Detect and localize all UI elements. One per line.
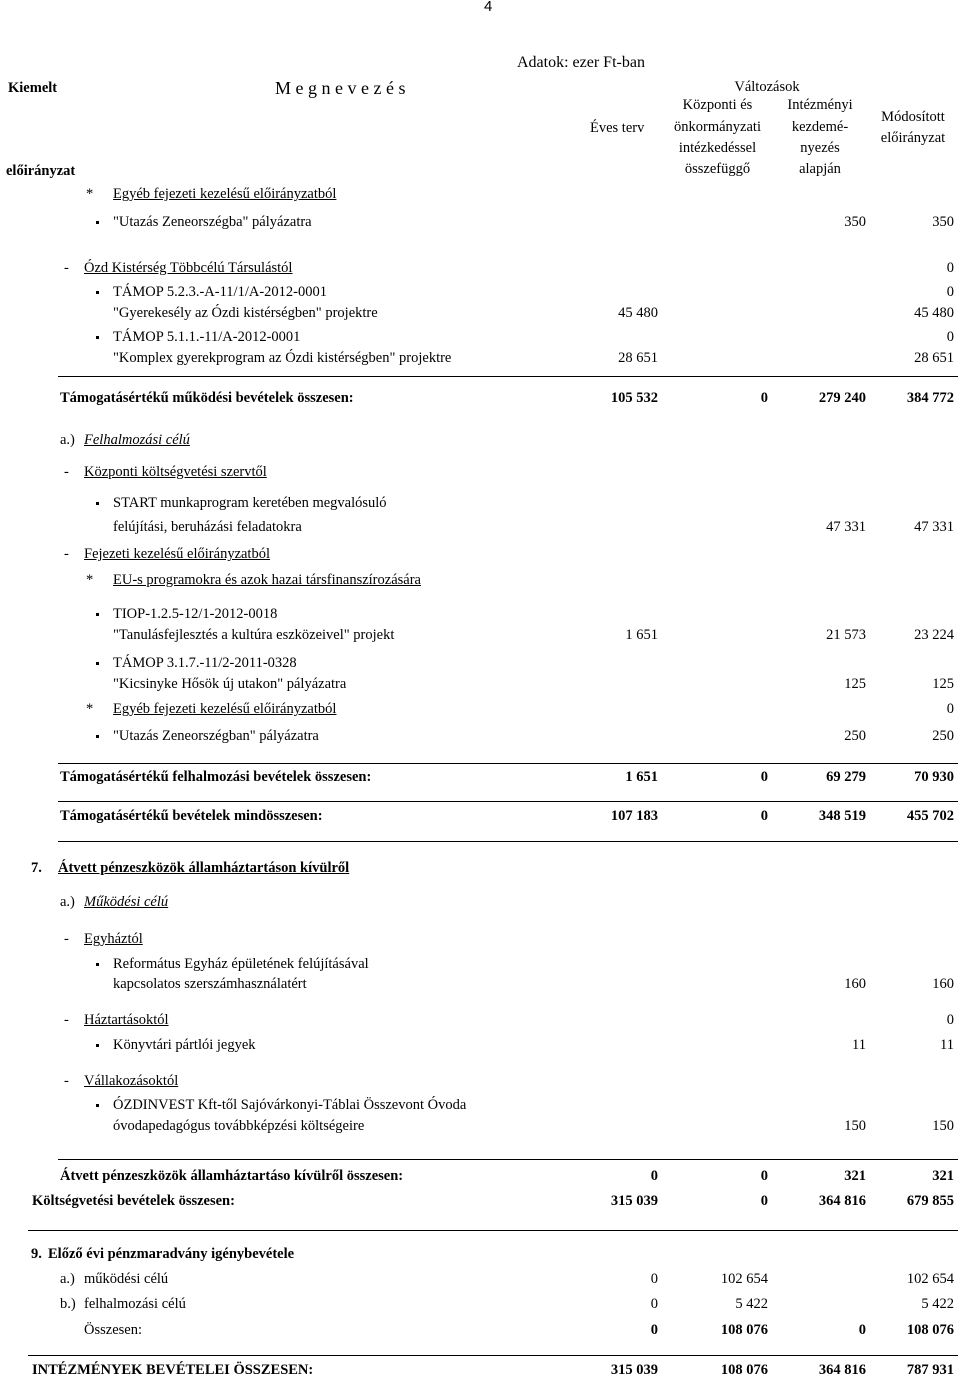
- cell-intezmenyi: 69 279: [826, 769, 866, 785]
- subsection-prefix: a.): [60, 1271, 75, 1287]
- cell-modositott: 47 331: [914, 519, 954, 535]
- cell-intezmenyi: 150: [844, 1118, 866, 1134]
- row-label: TÁMOP 5.1.1.-11/A-2012-0001: [113, 329, 301, 345]
- section-title: Átvett pénzeszközök államháztartáson kívülről: [58, 860, 350, 876]
- col-kozponti-3: intézkedéssel: [678, 140, 757, 156]
- separator-line: [28, 1355, 958, 1356]
- col-kozponti-1: Központi és: [682, 97, 753, 113]
- row-label: "Gyerekesély az Ózdi kistérségben" projektre: [113, 305, 378, 321]
- cell-eves-terv: 1 651: [625, 627, 658, 643]
- cell-modositott: 384 772: [906, 390, 954, 406]
- row-label: "Komplex gyerekprogram az Ózdi kistérségben" projektre: [113, 350, 452, 366]
- cell-intezmenyi: 11: [852, 1037, 866, 1053]
- row-bullet: -: [64, 260, 69, 276]
- section-title: Előző évi pénzmaradvány igénybevétele: [48, 1246, 295, 1262]
- cell-modositott: 23 224: [914, 627, 954, 643]
- row-label: "Utazás Zeneorszégba" pályázatra: [113, 214, 312, 230]
- row-label: Vállakozásoktól: [84, 1073, 179, 1089]
- cell-modositott: 11: [940, 1037, 954, 1053]
- cell-intezmenyi: 47 331: [826, 519, 866, 535]
- square-bullet-icon: [96, 728, 99, 745]
- row-bullet: *: [86, 186, 94, 202]
- subsection-prefix: a.): [60, 432, 75, 448]
- separator-line: [58, 1159, 958, 1160]
- row-label: Ózd Kistérség Többcélú Társulástól: [84, 260, 293, 276]
- row-label: Egyéb fejezeti kezelésű előirányzatból: [113, 701, 337, 717]
- total-label: Költségvetési bevételek összesen:: [32, 1193, 235, 1209]
- cell-modositott: 455 702: [906, 808, 954, 824]
- cell-kozponti: 0: [760, 390, 768, 406]
- section-number: 9.: [31, 1246, 42, 1262]
- square-bullet-icon: [96, 1097, 99, 1114]
- cell-modositott: 250: [932, 728, 954, 744]
- cell-modositott: 108 076: [906, 1322, 954, 1338]
- cell-modositott: 679 855: [906, 1193, 954, 1209]
- row-label: Egyháztól: [84, 931, 143, 947]
- col-intezmenyi-3: nyezés: [800, 140, 840, 156]
- subsection-title: Felhalmozási célú: [84, 432, 190, 448]
- row-label: Háztartásoktól: [84, 1012, 169, 1028]
- cell-intezmenyi: 125: [844, 676, 866, 692]
- col-intezmenyi-4: alapján: [799, 161, 841, 177]
- row-bullet: *: [86, 701, 94, 717]
- cell-kozponti: 102 654: [720, 1271, 768, 1287]
- col-modositott-2: előirányzat: [880, 130, 946, 146]
- square-bullet-icon: [96, 1037, 99, 1054]
- row-label: "Utazás Zeneorszégban" pályázatra: [113, 728, 319, 744]
- square-bullet-icon: [96, 284, 99, 301]
- cell-eves-terv: 0: [650, 1322, 658, 1338]
- cell-intezmenyi: 160: [844, 976, 866, 992]
- section-number: 7.: [31, 860, 42, 876]
- page-number: 4: [484, 0, 493, 15]
- grand-total-label: INTÉZMÉNYEK BEVÉTELEI ÖSSZESEN:: [32, 1362, 314, 1378]
- cell-intezmenyi: 250: [844, 728, 866, 744]
- unit-note: Adatok: ezer Ft-ban: [517, 54, 645, 71]
- col-intezmenyi-1: Intézményi: [787, 97, 853, 113]
- col-intezmenyi-2: kezdemé-: [791, 119, 849, 135]
- cell-modositott: 102 654: [906, 1271, 954, 1287]
- row-label: "Kicsinyke Hősök új utakon" pályázatra: [113, 676, 347, 692]
- total-label: Támogatásértékű bevételek mindösszesen:: [60, 808, 323, 824]
- cell-intezmenyi: 21 573: [826, 627, 866, 643]
- separator-line: [58, 376, 958, 377]
- subsection-prefix: b.): [60, 1296, 76, 1312]
- cell-intezmenyi: 321: [844, 1168, 866, 1184]
- cell-modositott: 5 422: [921, 1296, 954, 1312]
- row-label: TIOP-1.2.5-12/1-2012-0018: [113, 606, 278, 622]
- cell-kozponti: 108 076: [720, 1362, 768, 1378]
- square-bullet-icon: [96, 956, 99, 973]
- cell-modositott: 45 480: [914, 305, 954, 321]
- cell-eves-terv: 1 651: [625, 769, 658, 785]
- row-label: ÓZDINVEST Kft-től Sajóvárkonyi-Táblai Összevont Óvoda: [113, 1097, 467, 1113]
- row-label: TÁMOP 3.1.7.-11/2-2011-0328: [113, 655, 297, 671]
- row-label: kapcsolatos szerszámhasználatért: [113, 976, 307, 992]
- cell-modositott: 0: [946, 329, 954, 345]
- cell-modositott: 0: [946, 1012, 954, 1028]
- cell-modositott: 350: [932, 214, 954, 230]
- cell-modositott: 150: [932, 1118, 954, 1134]
- cell-intezmenyi: 364 816: [818, 1193, 866, 1209]
- total-label: Támogatásértékű működési bevételek összesen:: [60, 390, 354, 406]
- row-bullet: -: [64, 931, 69, 947]
- cell-modositott: 0: [946, 260, 954, 276]
- row-bullet: *: [86, 572, 94, 588]
- cell-eves-terv: 45 480: [618, 305, 658, 321]
- cell-eves-terv: 28 651: [618, 350, 658, 366]
- cell-modositott: 28 651: [914, 350, 954, 366]
- col-valtozasok: Változások: [734, 79, 800, 95]
- col-eloiranyzat: előirányzat: [6, 163, 76, 179]
- row-label: felhalmozási célú: [84, 1296, 186, 1312]
- cell-intezmenyi: 364 816: [818, 1362, 866, 1378]
- row-label: Könyvtári pártlói jegyek: [113, 1037, 256, 1053]
- cell-eves-terv: 315 039: [610, 1362, 658, 1378]
- cell-eves-terv: 0: [650, 1271, 658, 1287]
- row-label: EU-s programokra és azok hazai társfinanszírozására: [113, 572, 421, 588]
- square-bullet-icon: [96, 655, 99, 672]
- row-label: Fejezeti kezelésű előirányzatból: [84, 546, 270, 562]
- cell-kozponti: 5 422: [735, 1296, 768, 1312]
- cell-intezmenyi: 348 519: [818, 808, 866, 824]
- cell-kozponti: 108 076: [720, 1322, 768, 1338]
- cell-modositott: 125: [932, 676, 954, 692]
- cell-kozponti: 0: [760, 769, 768, 785]
- row-label: "Tanulásfejlesztés a kultúra eszközeivel" projekt: [113, 627, 395, 643]
- cell-modositott: 0: [946, 284, 954, 300]
- col-modositott-1: Módosított: [881, 109, 945, 125]
- cell-intezmenyi: 350: [844, 214, 866, 230]
- cell-modositott: 787 931: [906, 1362, 954, 1378]
- row-label: felújítási, beruházási feladatokra: [113, 519, 302, 535]
- row-bullet: -: [64, 546, 69, 562]
- col-megnevezes: M e g n e v e z é s: [275, 78, 406, 98]
- cell-intezmenyi: 279 240: [818, 390, 866, 406]
- cell-modositott: 70 930: [914, 769, 954, 785]
- row-label: START munkaprogram keretében megvalósuló: [113, 495, 387, 511]
- separator-line: [58, 801, 958, 802]
- separator-line: [28, 1230, 958, 1231]
- cell-kozponti: 0: [760, 808, 768, 824]
- row-label: működési célú: [84, 1271, 169, 1287]
- total-label: Átvett pénzeszközök államháztartáso kívülről összesen:: [60, 1168, 404, 1184]
- cell-modositott: 160: [932, 976, 954, 992]
- col-kozponti-4: összefüggő: [684, 161, 751, 177]
- subsection-title: Működési célú: [84, 894, 169, 910]
- row-label: Összesen:: [84, 1322, 142, 1338]
- col-eves-terv: Éves terv: [590, 120, 645, 136]
- cell-eves-terv: 315 039: [610, 1193, 658, 1209]
- separator-line: [58, 841, 958, 842]
- cell-kozponti: 0: [760, 1193, 768, 1209]
- cell-modositott: 0: [946, 701, 954, 717]
- row-bullet: -: [64, 1073, 69, 1089]
- row-label: óvodapedagógus továbbképzési költségeire: [113, 1118, 365, 1134]
- separator-line: [58, 763, 958, 764]
- square-bullet-icon: [96, 329, 99, 346]
- cell-modositott: 321: [932, 1168, 954, 1184]
- cell-eves-terv: 0: [650, 1168, 658, 1184]
- square-bullet-icon: [96, 495, 99, 512]
- square-bullet-icon: [96, 606, 99, 623]
- row-label: TÁMOP 5.2.3.-A-11/1/A-2012-0001: [113, 284, 327, 300]
- row-bullet: -: [64, 1012, 69, 1028]
- row-bullet: -: [64, 464, 69, 480]
- cell-eves-terv: 105 532: [610, 390, 658, 406]
- cell-eves-terv: 0: [650, 1296, 658, 1312]
- subsection-prefix: a.): [60, 894, 75, 910]
- row-label: Egyéb fejezeti kezelésű előirányzatból: [113, 186, 337, 202]
- cell-eves-terv: 107 183: [610, 808, 658, 824]
- col-kozponti-2: önkormányzati: [674, 119, 761, 135]
- row-label: Központi költségvetési szervtől: [84, 464, 267, 480]
- cell-intezmenyi: 0: [858, 1322, 866, 1338]
- square-bullet-icon: [96, 214, 99, 231]
- cell-kozponti: 0: [760, 1168, 768, 1184]
- row-label: Református Egyház épületének felújításával: [113, 956, 369, 972]
- total-label: Támogatásértékű felhalmozási bevételek összesen:: [60, 769, 372, 785]
- col-kiemelt: Kiemelt: [8, 80, 58, 96]
